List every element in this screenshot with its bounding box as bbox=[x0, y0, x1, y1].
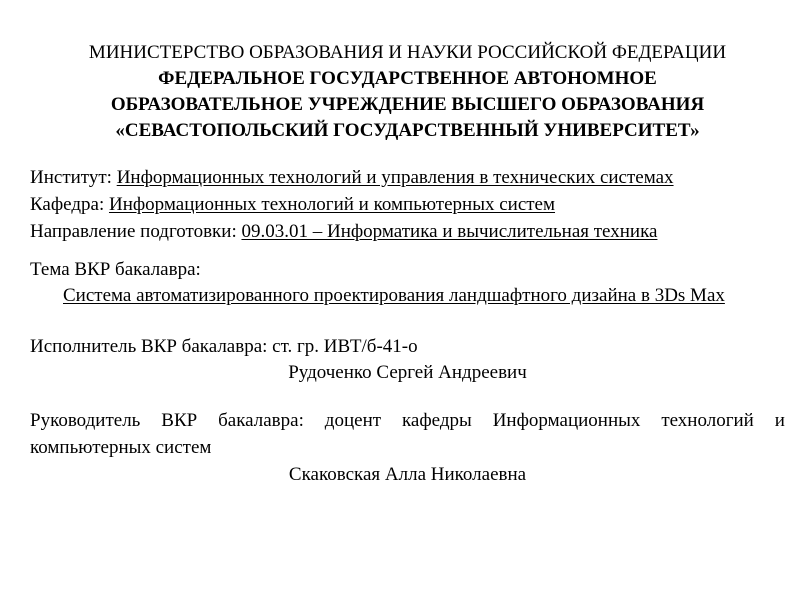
department-value: Информационных технологий и компьютерных систем bbox=[108, 194, 556, 215]
thesis-topic bbox=[30, 257, 785, 309]
university-header bbox=[30, 40, 785, 144]
ministry-line: МИНИСТЕРСТВО ОБРАЗОВАНИЯ И НАУКИ РОССИЙСКОЙ ФЕДЕРАЦИИ bbox=[88, 42, 727, 63]
university-name: «СЕВАСТОПОЛЬСКИЙ ГОСУДАРСТВЕННЫЙ УНИВЕРСИТЕТ» bbox=[115, 120, 700, 141]
institute-row bbox=[30, 164, 785, 191]
department-label: Кафедра: bbox=[30, 194, 109, 215]
program-row bbox=[30, 218, 785, 245]
author-label: Исполнитель ВКР бакалавра: ст. гр. ИВТ/б-41-о bbox=[30, 336, 418, 357]
supervisor-line-justified: Руководитель ВКР бакалавра: доцент кафедры Информационных технологий и bbox=[30, 410, 785, 431]
supervisor-line-2: компьютерных систем bbox=[30, 437, 212, 458]
institute-value: Информационных технологий и управления в технических системах bbox=[116, 167, 674, 188]
department-row bbox=[30, 191, 785, 218]
topic-label: Тема ВКР бакалавра: bbox=[30, 259, 201, 280]
program-label: Направление подготовки: bbox=[30, 221, 242, 242]
program-value: 09.03.01 – Информатика и вычислительная техника bbox=[241, 221, 658, 242]
institution-line-1: ФЕДЕРАЛЬНОЕ ГОСУДАРСТВЕННОЕ АВТОНОМНОЕ bbox=[158, 68, 657, 89]
institution-fields bbox=[30, 164, 785, 245]
topic-title: Система автоматизированного проектирования ландшафтного дизайна в 3Ds Max bbox=[63, 285, 725, 306]
institute-label: Институт: bbox=[30, 167, 117, 188]
author-name: Рудоченко Сергей Андреевич bbox=[288, 362, 527, 383]
supervisor-name: Скаковская Алла Николаевна bbox=[288, 464, 527, 485]
author-section bbox=[30, 334, 785, 386]
supervisor-section bbox=[30, 407, 785, 488]
institution-line-2: ОБРАЗОВАТЕЛЬНОЕ УЧРЕЖДЕНИЕ ВЫСШЕГО ОБРАЗОВАНИЯ bbox=[110, 94, 705, 115]
topic-title-row bbox=[30, 283, 785, 309]
